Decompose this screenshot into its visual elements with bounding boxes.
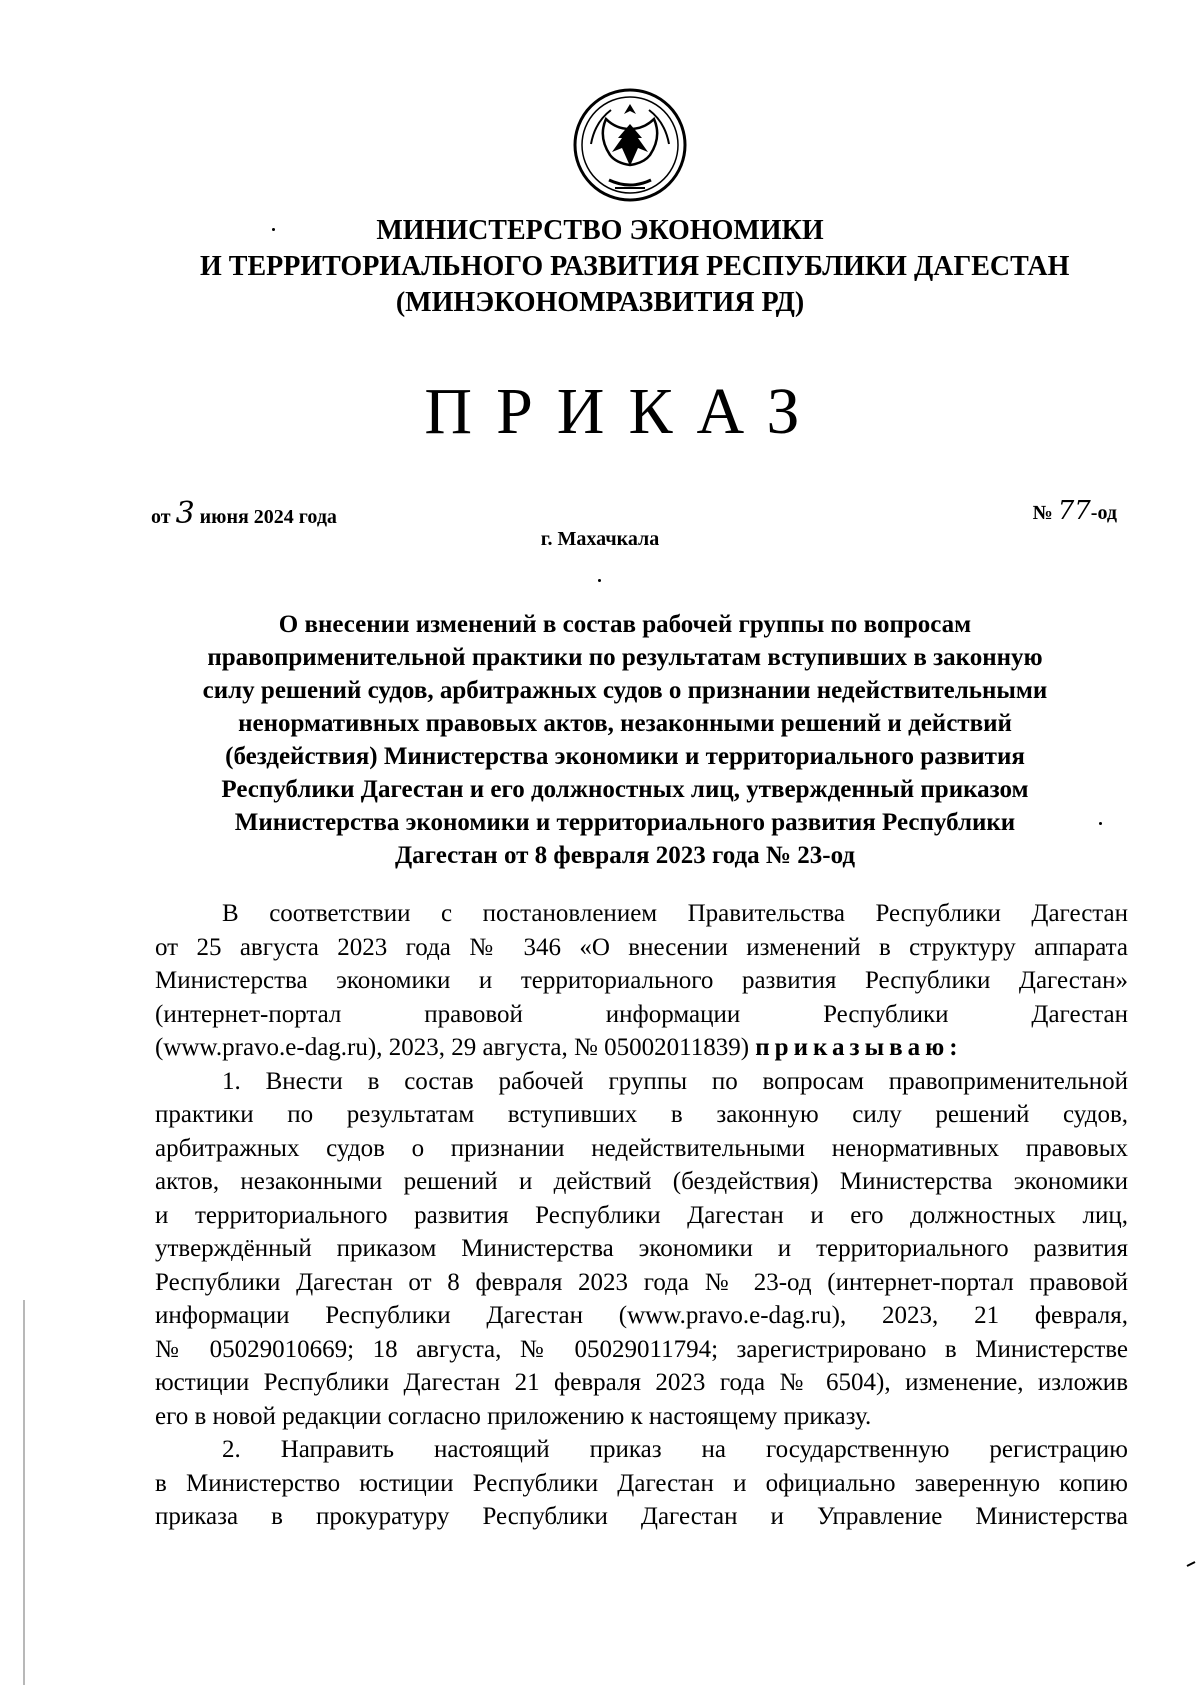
- order-body: [155, 897, 1128, 1534]
- item2-line: в Министерство юстиции Республики Дагестан и официально заверенную копию: [155, 1469, 1128, 1497]
- subject-line: Республики Дагестан и его должностных лиц, утвержденный приказом: [221, 776, 1029, 803]
- item1-line: актов, незаконными решений и действий (бездействия) Министерства экономики: [155, 1168, 1128, 1195]
- scan-edge-line: [23, 1300, 25, 1685]
- item1-line: арбитражных судов о признании недействительными ненормативных правовых: [155, 1134, 1128, 1162]
- item1-line: и территориального развития Республики Дагестан и его должностных лиц,: [155, 1201, 1128, 1229]
- scan-mark-icon: [1186, 1560, 1196, 1568]
- body-line: (интернет-портал правовой информации Республики Дагестан: [155, 1000, 1128, 1028]
- intro-last-line: (www.pravo.e-dag.ru), 2023, 29 августа, № 05002011839): [155, 1034, 750, 1061]
- body-line: от 25 августа 2023 года № 346 «О внесении изменений в структуру аппарата: [155, 933, 1128, 961]
- coat-of-arms-icon: [571, 84, 689, 206]
- subject-line: силу решений судов, арбитражных судов о признании недействительными: [202, 677, 1048, 704]
- item1-line: его в новой редакции согласно приложению к настоящему приказу.: [155, 1402, 872, 1430]
- city: г. Махачкала: [540, 528, 660, 550]
- item2-line: приказа в прокуратуру Республики Дагестан и Управление Министерства: [155, 1503, 1128, 1530]
- body-line: [155, 1031, 1128, 1065]
- item1-line: юстиции Республики Дагестан 21 февраля 2023 года № 6504), изменение, изложив: [155, 1369, 1128, 1396]
- subject-line: Министерства экономики и территориального развития Республики: [234, 809, 1016, 836]
- org-name-line-3: (МИНЭКОНОМРАЗВИТИЯ РД): [395, 287, 805, 318]
- item2-line: 2. Направить настоящий приказ на государственную регистрацию: [222, 1436, 1128, 1463]
- date-prefix: от: [151, 506, 171, 528]
- item1-line: практики по результатам вступивших в законную силу решений судов,: [155, 1101, 1128, 1128]
- subject-line: правоприменительной практики по результатам вступивших в законную: [207, 644, 1043, 671]
- order-subject: [150, 608, 1100, 872]
- subject-line: О внесении изменений в состав рабочей группы по вопросам: [278, 611, 972, 638]
- org-name-line-1: МИНИСТЕРСТВО ЭКОНОМИКИ: [376, 215, 824, 246]
- order-number: [1033, 496, 1117, 526]
- item1-line: № 05029010669; 18 августа, № 05029011794; зарегистрировано в Министерстве: [155, 1335, 1128, 1363]
- subject-line: (бездействия) Министерства экономики и территориального развития: [225, 743, 1025, 770]
- date-rest: июня 2024 года: [199, 506, 337, 528]
- organization-name: [200, 213, 1070, 321]
- scan-speck: [1099, 822, 1102, 825]
- order-keyword: приказываю:: [755, 1034, 963, 1061]
- document-title: ПРИКАЗ: [424, 375, 824, 448]
- number-suffix: -од: [1090, 502, 1117, 524]
- org-name-line-2: И ТЕРРИТОРИАЛЬНОГО РАЗВИТИЯ РЕСПУБЛИКИ ДАГЕСТАН: [200, 251, 1070, 282]
- item1-line: информации Республики Дагестан (www.pravo.e-dag.ru), 2023, 21 февраля,: [155, 1302, 1128, 1329]
- order-date: [151, 496, 337, 531]
- date-day-handwritten: 3: [175, 496, 195, 531]
- subject-line: Дагестан от 8 февраля 2023 года № 23-од: [394, 842, 855, 869]
- scan-speck: [272, 228, 275, 231]
- scan-speck: [598, 579, 601, 582]
- item1-line: Республики Дагестан от 8 февраля 2023 года № 23-од (интернет-портал правовой: [155, 1268, 1128, 1296]
- body-line: Министерства экономики и территориального развития Республики Дагестан»: [155, 967, 1128, 994]
- item1-line: утверждённый приказом Министерства экономики и территориального развития: [155, 1235, 1128, 1262]
- body-line: В соответствии с постановлением Правительства Республики Дагестан: [222, 900, 1128, 927]
- item1-line: 1. Внести в состав рабочей группы по вопросам правоприменительной: [222, 1067, 1128, 1095]
- number-prefix: №: [1032, 502, 1053, 524]
- subject-line: ненормативных правовых актов, незаконными решений и действий: [238, 710, 1012, 737]
- number-handwritten: 77: [1057, 496, 1091, 526]
